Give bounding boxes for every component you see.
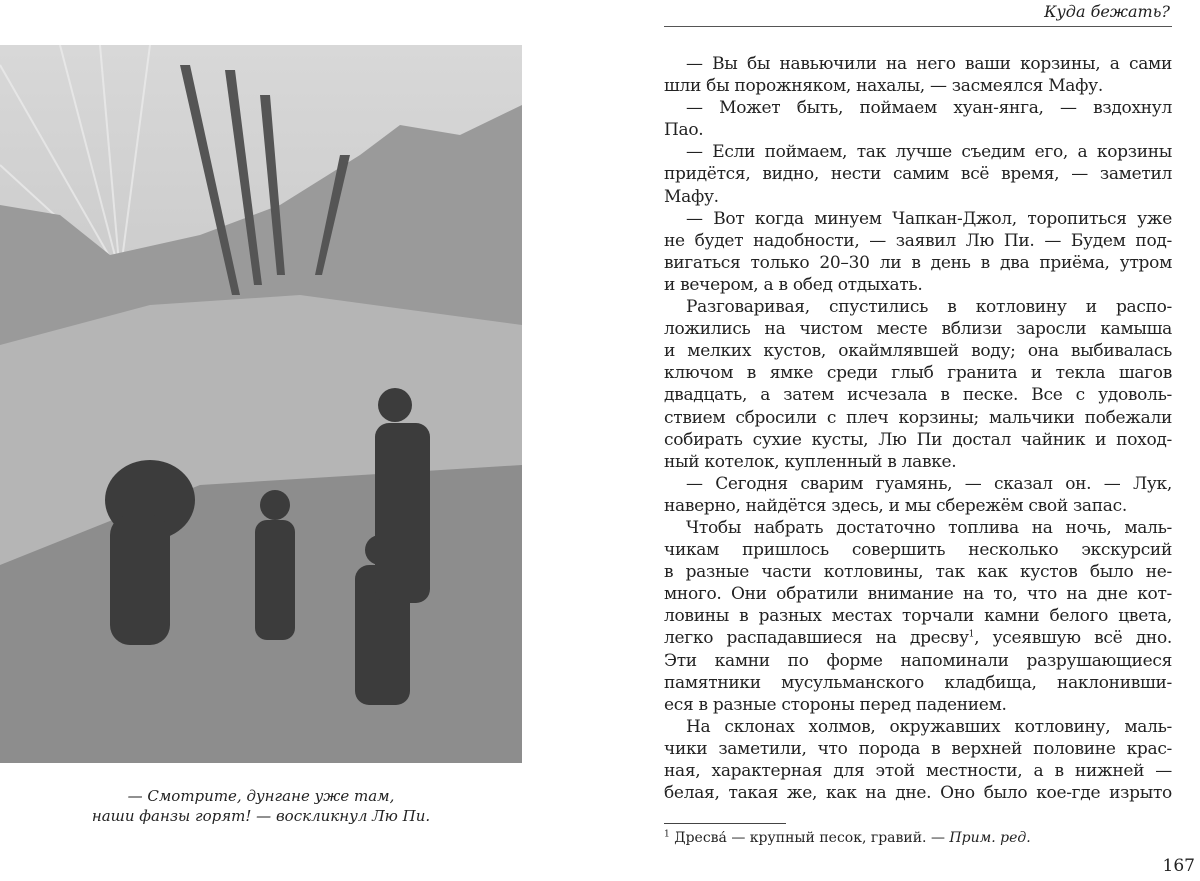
text-line: двадцать, а затем исчезала в песке. Все с удоволь- xyxy=(664,385,1172,406)
text-line xyxy=(664,627,1172,649)
text-line: Разговаривая, спустились в котловину и распо- xyxy=(686,297,1172,318)
text-line: — Сегодня сварим гуамянь, — сказал он. — Лук, xyxy=(686,473,1172,494)
text-line: ключом в ямке среди глыб гранита и текла шагов xyxy=(664,363,1172,384)
text-line: не будет надобности, — заявил Лю Пи. — Будем под- xyxy=(664,230,1172,251)
text-line: — Вы бы навьючили на него ваши корзины, а сами xyxy=(686,54,1172,74)
footnote xyxy=(664,830,1031,846)
text-line: придётся, видно, нести самим всё время, — заметил xyxy=(664,164,1172,185)
text-line: в разные части котловины, так как кустов было не- xyxy=(664,562,1172,583)
text-line: На склонах холмов, окружавших котловину, маль- xyxy=(686,716,1172,737)
illustration-caption xyxy=(0,786,522,826)
text-line: еся в разные стороны перед падением. xyxy=(664,694,1007,715)
text-line: шли бы порожняком, нахалы, — засмеялся Мафу. xyxy=(664,76,1103,97)
text-line: Эти камни по форме напоминали разрушающиеся xyxy=(664,650,1172,671)
text-line: ный котелок, купленный в лавке. xyxy=(664,451,957,472)
text-line: Пао. xyxy=(664,120,704,141)
page-number: 167 xyxy=(1162,856,1195,876)
footnote-source: Прим. ред. xyxy=(949,830,1031,846)
text-line: много. Они обратили внимание на то, что на дне кот- xyxy=(664,584,1172,605)
text-line: и вечером, а в обед отдыхать. xyxy=(664,274,923,295)
text-line: памятники мусульманского кладбища, наклонивши- xyxy=(664,672,1172,693)
text-line: наверно, найдётся здесь, и мы сбережём свой запас. xyxy=(664,495,1127,516)
body-text xyxy=(664,53,1172,804)
text-fragment: легко распадавшиеся на дресву xyxy=(664,628,969,649)
text-line: ная, характерная для этой местности, а в нижней — xyxy=(664,761,1172,781)
text-line: ствием сбросили с плеч корзины; мальчики побежали xyxy=(664,407,1172,428)
text-line: собирать сухие кусты, Лю Пи достал чайник и поход- xyxy=(664,429,1172,450)
text-line: Мафу. xyxy=(664,186,719,207)
text-line: чикам пришлось совершить несколько экскурсий xyxy=(664,540,1172,561)
text-line: Чтобы набрать достаточно топлива на ночь, маль- xyxy=(686,517,1172,538)
text-line: — Вот когда минуем Чапкан-Джол, торопиться уже xyxy=(686,208,1172,229)
text-line: ложились на чистом месте вблизи заросли камыша xyxy=(664,319,1172,340)
footnote-marker: 1 xyxy=(664,829,670,840)
header-divider xyxy=(664,26,1172,27)
illustration-drawing xyxy=(0,45,522,763)
caption-line: наши фанзы горят! — воскликнул Лю Пи. xyxy=(91,807,431,825)
pencil-illustration xyxy=(0,45,522,763)
text-line: ловины в разных местах торчали камни белого цвета, xyxy=(664,606,1172,627)
text-line: — Может быть, поймаем хуан-янга, — вздохнул xyxy=(686,98,1172,119)
running-title: Куда бежать? xyxy=(1044,2,1170,21)
footnote-ref[interactable]: 1 xyxy=(968,629,975,640)
text-line: — Если поймаем, так лучше съедим его, а корзины xyxy=(686,142,1172,163)
text-line: вигаться только 20–30 ли в день в два приёма, утром xyxy=(664,252,1172,273)
footnote-text: Дресва́ — крупный песок, гравий. — xyxy=(674,830,950,846)
text-fragment: , усеявшую всё дно. xyxy=(974,628,1172,649)
text-line: белая, такая же, как на дне. Оно было кое-где изрыто xyxy=(664,783,1172,804)
caption-line: — Смотрите, дунгане уже там, xyxy=(127,787,395,805)
footnote-divider xyxy=(664,823,786,824)
text-line: и мелких кустов, окаймлявшей воду; она выбивалась xyxy=(664,341,1172,362)
text-line: чики заметили, что порода в верхней половине крас- xyxy=(664,738,1172,759)
